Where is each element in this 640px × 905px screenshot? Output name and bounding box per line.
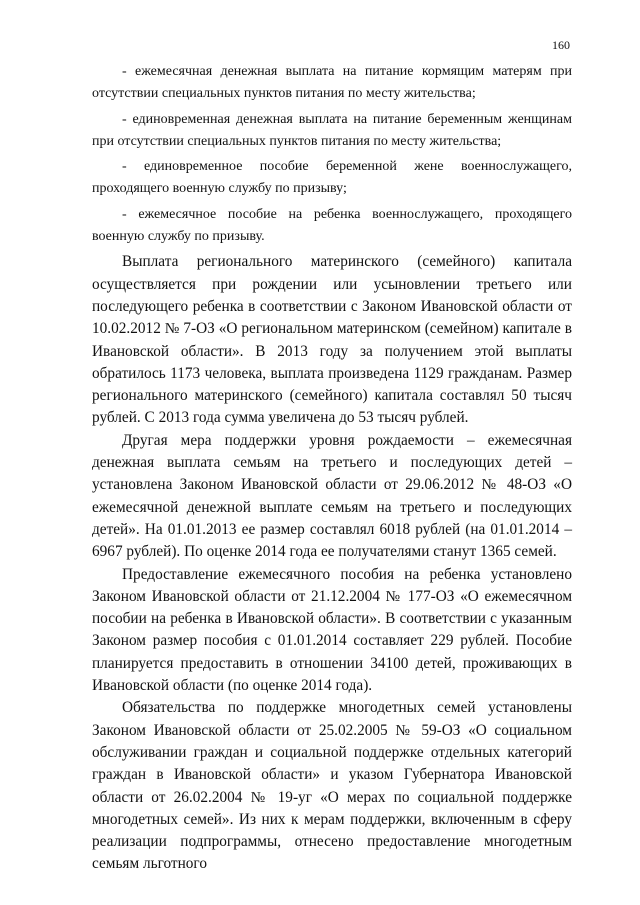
bullet-item: - единовременное пособие беременной жене военнослужащего, проходящего военную службу по призыву; xyxy=(92,159,572,197)
document-body xyxy=(92,61,572,876)
bullet-item: - ежемесячное пособие на ребенка военнослужащего, проходящего военную службу по призыву. xyxy=(92,206,572,245)
bullet-item: - единовременная денежная выплата на питание беременным женщинам при отсутствии специальных пунктов питания по месту жительства; xyxy=(92,111,572,149)
paragraph-large-families: Обязательства по поддержке многодетных семей установлены Законом Ивановской области от 25.02.2005 № 59-ОЗ «О социальном обслуживании граждан и социальной поддержке отдельных категорий граждан в Ивановской области» и указом Губернатора Ивановской области от 26.02.2004 № 19-уг «О мерах по социальной поддержке многодетных семей». Из них к мерам поддержки, включенным в сферу реализации подпрограммы, отнесено предоставление многодетным семьям льготного xyxy=(92,699,572,873)
paragraph-monthly-payment: Другая мера поддержки уровня рождаемости – ежемесячная денежная выплата семьям на третьего и последующих детей – установлена Законом Ивановской области от 29.06.2012 № 48-ОЗ «О ежемесячной денежной выплате семьям на третьего и последующих детей». На 01.01.2013 ее размер составлял 6018 рублей (на 01.01.2014 – 6967 рублей). По оценке 2014 года ее получателями станут 1365 семей. xyxy=(92,431,572,561)
paragraph-child-allowance: Предоставление ежемесячного пособия на ребенка установлено Законом Ивановской области от 21.12.2004 № 177-ОЗ «О ежемесячном пособии на ребенка в Ивановской области». В соответствии с указанным Законом размер пособия с 01.01.2014 составляет 229 рублей. Пособие планируется предоставить в отношении 34100 детей, проживающих в Ивановской области (по оценке 2014 года). xyxy=(92,565,572,695)
bullet-item: - ежемесячная денежная выплата на питание кормящим матерям при отсутствии специальных пунктов питания по месту жительства; xyxy=(92,64,572,102)
paragraph-maternity-capital: Выплата регионального материнского (семейного) капитала осуществляется при рождении или усыновлении третьего или последующего ребенка в соответствии с Законом Ивановской области от 10.02.2012 № 7-ОЗ «О региональном материнском (семейном) капитале в Ивановской области». В 2013 году за получением этой выплаты обратилось 1173 человека, выплата произведена 1129 гражданам. Размер регионального материнского (семейного) капитала составлял 50 тысяч рублей. С 2013 года сумма увеличена до 53 тысяч рублей. xyxy=(92,253,572,427)
page-number: 160 xyxy=(552,38,570,52)
